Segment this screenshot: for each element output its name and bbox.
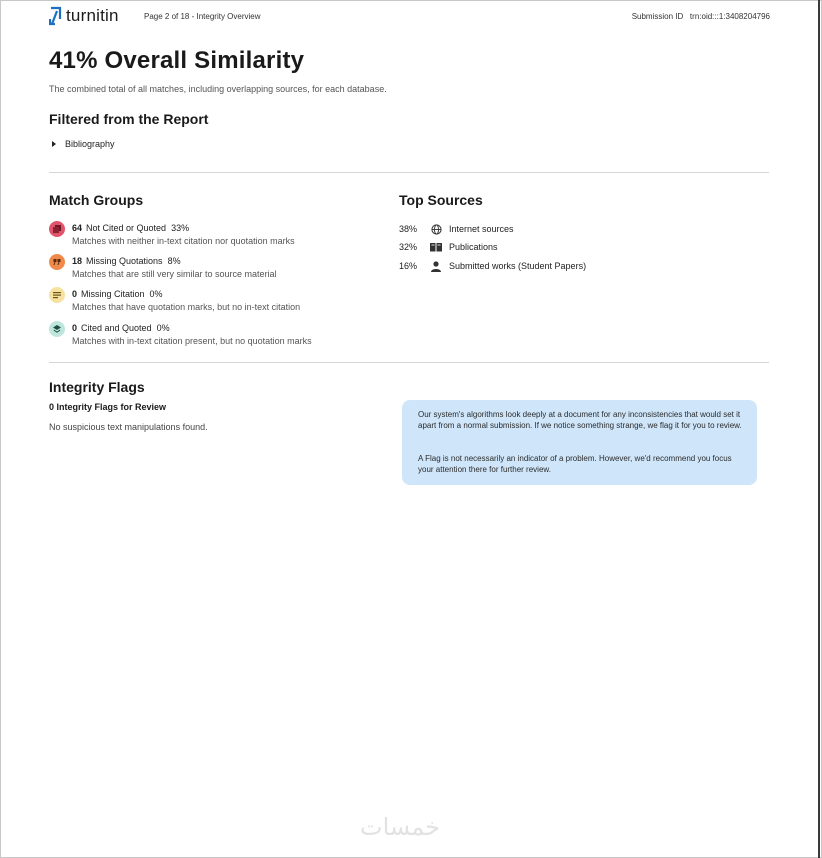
submission-id: Submission ID trn:oid:::1:3408204796 (631, 12, 770, 21)
logo-text: turnitin (66, 6, 119, 25)
filtered-item-label: Bibliography (65, 139, 115, 149)
match-group-description: Matches with neither in-text citation nor quotation marks (72, 236, 295, 246)
turnitin-logo (49, 6, 119, 26)
top-source-label: Internet sources (449, 224, 514, 234)
top-source-publications (399, 241, 498, 253)
book-icon (429, 241, 443, 253)
match-group-count: 0 (72, 289, 78, 299)
page-title: 41% Overall Similarity (49, 47, 305, 74)
globe-icon (429, 223, 443, 235)
not-cited-badge-icon (49, 221, 65, 237)
top-source-percent: 38% (399, 224, 418, 234)
match-group-description: Matches that have quotation marks, but no in-text citation (72, 302, 301, 312)
integrity-flags-count: 0 Integrity Flags for Review (49, 402, 167, 412)
top-source-percent: 16% (399, 261, 418, 271)
match-group-description: Matches that are still very similar to source material (72, 269, 277, 279)
quote-badge-icon (49, 254, 65, 270)
page-header (49, 6, 770, 30)
scrollbar-edge (818, 0, 820, 858)
turnitin-logo-icon (49, 6, 62, 26)
match-group-percent: 0% (156, 323, 170, 333)
match-group-percent: 0% (149, 289, 163, 299)
caret-right-icon (52, 141, 56, 147)
info-paragraph: Our system's algorithms look deeply at a document for any inconsistencies that would set it apart from a normal submission. If we notice something strange, we flag it for you to review. (418, 410, 742, 430)
top-sources-title: Top Sources (399, 192, 483, 208)
lines-badge-icon (49, 287, 65, 303)
integrity-info-box (402, 400, 757, 485)
match-group-count: 0 (72, 323, 78, 333)
filtered-title: Filtered from the Report (49, 111, 209, 127)
top-source-submitted (399, 260, 586, 272)
match-group-count: 64 (72, 223, 83, 233)
page-info: Page 2 of 18 - Integrity Overview (144, 12, 261, 21)
top-source-percent: 32% (399, 242, 418, 252)
match-group-percent: 33% (171, 223, 190, 233)
top-source-label: Publications (449, 242, 498, 252)
info-paragraph: A Flag is not necessarily an indicator of a problem. However, we'd recommend you focus your attention there for further review. (418, 454, 732, 474)
match-group-label: Cited and Quoted (81, 323, 152, 333)
match-group-label: Missing Citation (81, 289, 145, 299)
match-group-description: Matches with in-text citation present, but no quotation marks (72, 336, 312, 346)
watermark: خمسات (360, 813, 441, 841)
top-source-internet (399, 223, 514, 235)
divider (49, 172, 769, 173)
match-group-percent: 8% (167, 256, 181, 266)
integrity-flags-title: Integrity Flags (49, 379, 145, 395)
top-source-label: Submitted works (Student Papers) (449, 261, 587, 271)
match-groups-title: Match Groups (49, 192, 144, 208)
page-subtitle: The combined total of all matches, including overlapping sources, for each database. (49, 84, 387, 94)
match-group-label: Not Cited or Quoted (86, 223, 167, 233)
filtered-item-bibliography[interactable] (52, 139, 115, 149)
divider (49, 362, 769, 363)
person-icon (429, 260, 443, 272)
match-group-label: Missing Quotations (86, 256, 163, 266)
integrity-flags-none: No suspicious text manipulations found. (49, 422, 208, 432)
match-group-count: 18 (72, 256, 83, 266)
stack-badge-icon (49, 321, 65, 337)
